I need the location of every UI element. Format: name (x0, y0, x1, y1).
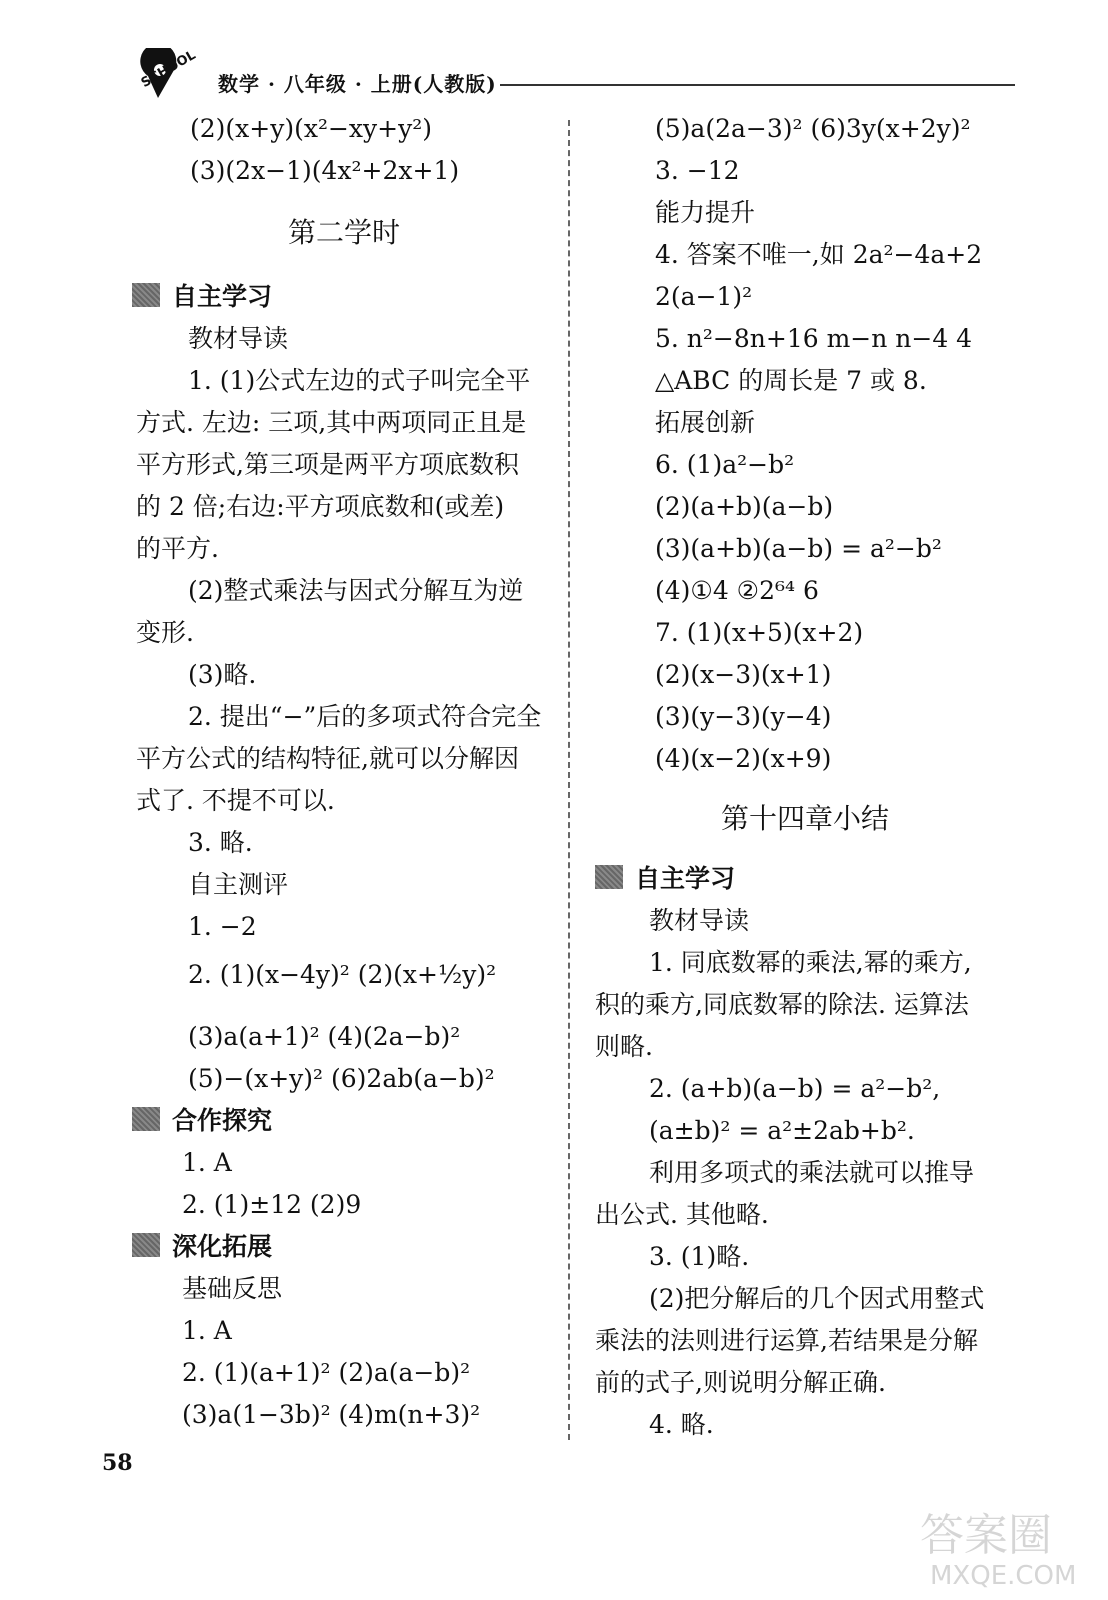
answer-line: 2. (1)(x−4y)² (2)(x+½y)² (188, 960, 497, 989)
answer-line: (2)把分解后的几个因式用整式 (649, 1284, 985, 1313)
answer-line: 1. 同底数幂的乘法,幂的乘方, (649, 948, 972, 977)
answer-line: 利用多项式的乘法就可以推导 (649, 1158, 975, 1187)
answer-line: 能力提升 (655, 198, 756, 227)
answer-line: 5. n²−8n+16 m−n n−4 4 (655, 324, 973, 353)
answer-line: 变形. (136, 618, 194, 647)
answer-line: (3)(2x−1)(4x²+2x+1) (190, 156, 460, 185)
section-marker-icon (595, 865, 623, 889)
answer-line: 拓展创新 (655, 408, 756, 437)
watermark-line2: MXQE.COM (930, 1561, 1077, 1590)
answer-line: 3. (1)略. (649, 1242, 750, 1271)
answer-line: 2. (1)(a+1)² (2)a(a−b)² (182, 1358, 471, 1387)
chapter-title: 第二学时 (288, 216, 401, 249)
answer-line: 的 2 倍;右边:平方项底数和(或差) (136, 492, 505, 521)
section-label: 深化拓展 (172, 1232, 273, 1261)
answer-line: 4. 答案不唯一,如 2a²−4a+2 (655, 240, 983, 269)
section-heading (132, 280, 272, 314)
svg-text:SCHOOL: SCHOOL (138, 48, 199, 91)
answer-line: 3. −12 (655, 156, 740, 185)
answer-line: (2)(a+b)(a−b) (655, 492, 834, 521)
answer-line: (3)a(a+1)² (4)(2a−b)² (188, 1022, 461, 1051)
school-logo-icon (130, 48, 210, 110)
answer-line: 2. (a+b)(a−b) = a²−b², (649, 1074, 941, 1103)
answer-line: 1. A (182, 1316, 232, 1345)
section-label: 自主学习 (635, 864, 736, 893)
answer-line: 2. (1)±12 (2)9 (182, 1190, 362, 1219)
answer-line: 出公式. 其他略. (595, 1200, 769, 1229)
answer-line: 2(a−1)² (655, 282, 753, 311)
answer-line: 1. A (182, 1148, 232, 1177)
section-marker-icon (132, 283, 160, 307)
section-heading (132, 1230, 272, 1264)
answer-line: △ABC 的周长是 7 或 8. (655, 366, 927, 395)
section-marker-icon (132, 1233, 160, 1257)
column-divider (568, 120, 570, 1440)
answer-line: 乘法的法则进行运算,若结果是分解 (595, 1326, 978, 1355)
section-heading (595, 862, 735, 896)
answer-line: 平方形式,第三项是两平方项底数积 (136, 450, 519, 479)
answer-line: 7. (1)(x+5)(x+2) (655, 618, 864, 647)
answer-line: 教材导读 (649, 906, 750, 935)
answer-line: (3)a(1−3b)² (4)m(n+3)² (182, 1400, 481, 1429)
answer-line: 1. −2 (188, 912, 257, 941)
page-number: 58 (102, 1450, 133, 1476)
answer-line: 1. (1)公式左边的式子叫完全平 (188, 366, 531, 395)
answer-line: 基础反思 (182, 1274, 283, 1303)
header-rule (500, 84, 1015, 86)
answer-line: (3)(y−3)(y−4) (655, 702, 832, 731)
answer-line: (3)(a+b)(a−b) = a²−b² (655, 534, 942, 563)
answer-line: 方式. 左边: 三项,其中两项同正且是 (136, 408, 527, 437)
answer-line: (2)(x+y)(x²−xy+y²) (190, 114, 432, 143)
answer-line: 则略. (595, 1032, 653, 1061)
answer-line: 的平方. (136, 534, 219, 563)
watermark-logo (910, 1500, 1100, 1590)
answer-line: (2)(x−3)(x+1) (655, 660, 832, 689)
answer-line: 4. 略. (649, 1410, 714, 1439)
answer-line: (4)①4 ②2⁶⁴ 6 (655, 576, 819, 605)
answer-line: (4)(x−2)(x+9) (655, 744, 832, 773)
answer-line: 积的乘方,同底数幂的除法. 运算法 (595, 990, 969, 1019)
answer-line: (5)−(x+y)² (6)2ab(a−b)² (188, 1064, 495, 1093)
answer-line: 前的式子,则说明分解正确. (595, 1368, 886, 1397)
section-label: 合作探究 (172, 1106, 273, 1135)
answer-line: (a±b)² = a²±2ab+b². (649, 1116, 915, 1145)
answer-line: (5)a(2a−3)² (6)3y(x+2y)² (655, 114, 971, 143)
answer-line: 2. 提出“−”后的多项式符合完全 (188, 702, 542, 731)
answer-line: 自主测评 (188, 870, 289, 899)
header-title: 数学 · 八年级 · 上册(人教版) (218, 72, 497, 96)
answer-line: (2)整式乘法与因式分解互为逆 (188, 576, 524, 605)
answer-line: 6. (1)a²−b² (655, 450, 795, 479)
chapter-title: 第十四章小结 (721, 802, 890, 835)
answer-line: 式了. 不提不可以. (136, 786, 335, 815)
section-heading (132, 1104, 272, 1138)
section-marker-icon (132, 1107, 160, 1131)
answer-line: (3)略. (188, 660, 257, 689)
section-label: 自主学习 (172, 282, 273, 311)
answer-line: 教材导读 (188, 324, 289, 353)
answer-line: 3. 略. (188, 828, 253, 857)
watermark-line1: 答案圈 (920, 1510, 1052, 1561)
answer-line: 平方公式的结构特征,就可以分解因 (136, 744, 519, 773)
